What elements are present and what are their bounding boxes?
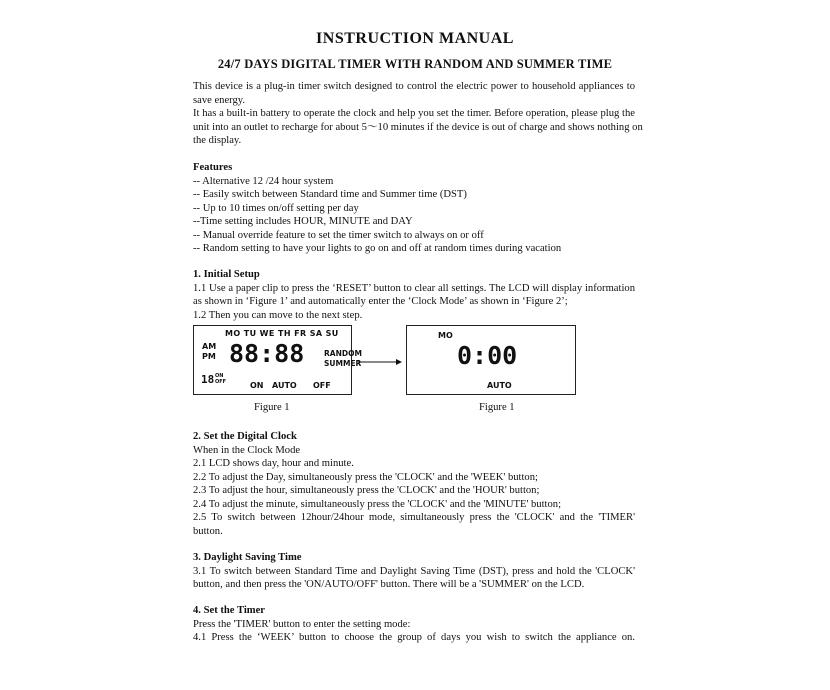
section-1-line: 1.1 Use a paper clip to press the ‘RESET’ button to clear all settings. The LCD will display information [193, 282, 635, 294]
section-4-line: Press the 'TIMER' button to enter the setting mode: [193, 618, 411, 630]
feature-item: -- Easily switch between Standard time and Summer time (DST) [193, 189, 467, 200]
intro-line-2: save energy. [193, 94, 246, 106]
lcd-off: OFF [313, 381, 331, 390]
section-3-line: button, and then press the 'ON/AUTO/OFF' button. There will be a 'SUMMER' on the LCD. [193, 579, 585, 590]
intro-line-5: the display. [193, 135, 242, 146]
intro-line-4: unit into an outlet to recharge for about 5～10 minutes if the device is out of charge and shows nothing on [193, 121, 643, 133]
section-4-line: 4.1 Press the ‘WEEK’ button to choose the group of days you wish to switch the appliance on. [193, 632, 635, 643]
features-heading: Features [193, 162, 233, 173]
section-2-line: When in the Clock Mode [193, 444, 301, 456]
lcd-off-small: OFF [215, 379, 227, 385]
section-2-line: button. [193, 525, 223, 537]
section-4-heading: 4. Set the Timer [193, 605, 265, 616]
lcd-program-number: 18 [201, 373, 215, 386]
section-2-line: 2.3 To adjust the hour, simultaneously press the 'CLOCK' and the 'HOUR' button; [193, 485, 540, 496]
lcd-days: MO TU WE TH FR SA SU [225, 329, 339, 338]
section-2-heading: 2. Set the Digital Clock [193, 431, 297, 442]
section-1-line: as shown in ‘Figure 1’ and automatically enter the ‘Clock Mode’ as shown in ‘Figure 2’; [193, 296, 568, 307]
section-3-line: 3.1 To switch between Standard Time and Daylight Saving Time (DST), press and hold the 'CLOCK' [193, 565, 635, 577]
section-2-line: 2.4 To adjust the minute, simultaneously press the 'CLOCK' and the 'MINUTE' button; [193, 498, 562, 510]
feature-item: -- Up to 10 times on/off setting per day [193, 202, 359, 214]
figure-2-caption: Figure 1 [479, 402, 515, 413]
lcd-auto: AUTO [272, 381, 297, 390]
feature-item: -- Random setting to have your lights to go on and off at random times during vacation [193, 243, 562, 254]
lcd-figure-1 [193, 325, 362, 395]
lcd-on-small: ON [215, 373, 224, 379]
document-subtitle: 24/7 DAYS DIGITAL TIMER WITH RANDOM AND SUMMER TIME [217, 57, 613, 71]
feature-item: --Time setting includes HOUR, MINUTE and DAY [193, 216, 413, 227]
intro-line-3: It has a built-in battery to operate the clock and help you set the timer. Before operation, please plug the [193, 108, 635, 119]
figure-1-caption: Figure 1 [254, 402, 290, 413]
section-2-line: 2.5 To switch between 12hour/24hour mode, simultaneously press the 'CLOCK' and the 'TIMER' [193, 512, 635, 523]
document-title: INSTRUCTION MANUAL [316, 30, 514, 47]
arrow-icon [356, 355, 402, 369]
lcd-summer: SUMMER [324, 359, 362, 368]
section-2-line: 2.1 LCD shows day, hour and minute. [193, 458, 354, 469]
lcd-random: RANDOM [324, 349, 362, 358]
lcd-on: ON [250, 381, 264, 390]
lcd-time-digits: 0:00 [457, 341, 518, 370]
section-3-heading: 3. Daylight Saving Time [193, 552, 302, 563]
section-2-line: 2.2 To adjust the Day, simultaneously press the 'CLOCK' and the 'WEEK' button; [193, 471, 538, 483]
lcd-figure-2 [406, 325, 576, 395]
lcd-am: AM [202, 342, 217, 351]
intro-line-1: This device is a plug-in timer switch designed to control the electric power to household appliances to [193, 81, 635, 92]
lcd-day: MO [438, 331, 453, 340]
feature-item: -- Alternative 12 /24 hour system [193, 175, 334, 187]
section-1-line: 1.2 Then you can move to the next step. [193, 309, 363, 321]
lcd-pm: PM [202, 352, 216, 361]
lcd-mode: AUTO [487, 381, 512, 390]
lcd-time-digits: 88:88 [229, 339, 305, 368]
feature-item: -- Manual override feature to set the timer switch to always on or off [193, 229, 484, 241]
section-1-heading: 1. Initial Setup [193, 269, 260, 280]
